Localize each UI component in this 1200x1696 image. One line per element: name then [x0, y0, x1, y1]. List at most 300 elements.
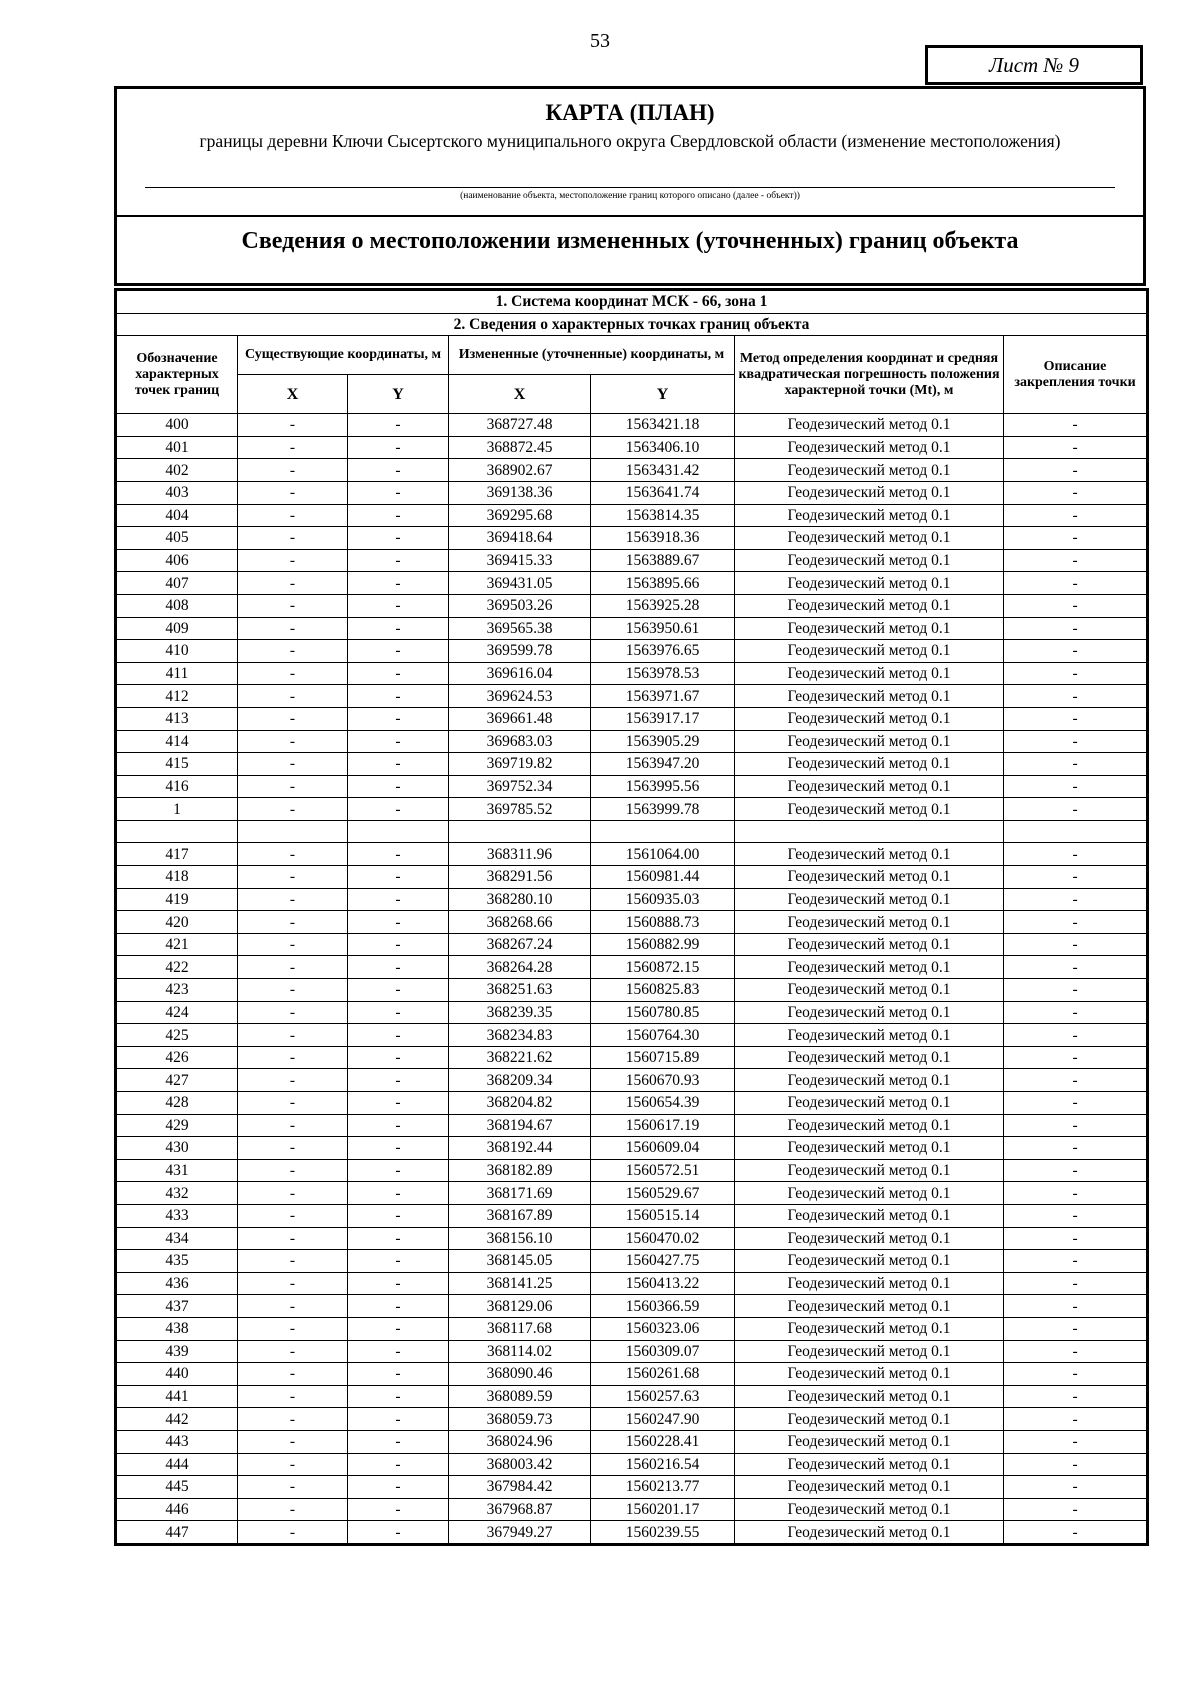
changed-y-cell: 1563641.74 — [591, 481, 735, 504]
method-cell: Геодезический метод 0.1 — [735, 1182, 1004, 1205]
fixation-description-cell: - — [1004, 1001, 1148, 1024]
fixation-description-cell: - — [1004, 1024, 1148, 1047]
table-row — [116, 504, 1148, 527]
existing-y-cell: - — [348, 1069, 449, 1092]
existing-y-cell: - — [348, 1227, 449, 1250]
point-number-cell: 415 — [116, 753, 238, 776]
method-cell: Геодезический метод 0.1 — [735, 459, 1004, 482]
method-cell: Геодезический метод 0.1 — [735, 1227, 1004, 1250]
fixation-description-cell: - — [1004, 662, 1148, 685]
changed-y-cell: 1563917.17 — [591, 707, 735, 730]
table-row — [116, 481, 1148, 504]
existing-x-cell: - — [238, 1476, 348, 1499]
method-cell: Геодезический метод 0.1 — [735, 1476, 1004, 1499]
changed-y-cell: 1563918.36 — [591, 527, 735, 550]
method-cell: Геодезический метод 0.1 — [735, 1114, 1004, 1137]
table-row — [116, 979, 1148, 1002]
changed-y-cell: 1560715.89 — [591, 1046, 735, 1069]
point-number-cell: 441 — [116, 1385, 238, 1408]
table-row — [116, 1363, 1148, 1386]
fixation-description-cell: - — [1004, 1521, 1148, 1545]
fixation-description-cell: - — [1004, 549, 1148, 572]
changed-x-cell: 369785.52 — [449, 798, 591, 821]
changed-x-cell: 368171.69 — [449, 1182, 591, 1205]
fixation-description-cell: - — [1004, 775, 1148, 798]
existing-x-cell: - — [238, 1363, 348, 1386]
method-cell: Геодезический метод 0.1 — [735, 1137, 1004, 1160]
point-number-cell: 417 — [116, 843, 238, 866]
changed-x-cell: 368239.35 — [449, 1001, 591, 1024]
changed-y-cell: 1560366.59 — [591, 1295, 735, 1318]
changed-x-cell: 369616.04 — [449, 662, 591, 685]
changed-x-cell: 368264.28 — [449, 956, 591, 979]
fixation-description-cell: - — [1004, 707, 1148, 730]
col-existing-y-header: Y — [348, 375, 449, 414]
changed-x-cell: 368291.56 — [449, 866, 591, 889]
changed-y-cell: 1560654.39 — [591, 1092, 735, 1115]
fixation-description-cell: - — [1004, 1295, 1148, 1318]
changed-y-cell — [591, 820, 735, 843]
method-cell: Геодезический метод 0.1 — [735, 956, 1004, 979]
changed-x-cell: 368059.73 — [449, 1408, 591, 1431]
existing-y-cell: - — [348, 730, 449, 753]
changed-x-cell: 368221.62 — [449, 1046, 591, 1069]
existing-y-cell: - — [348, 911, 449, 934]
section-title: Сведения о местоположении измененных (уточненных) границ объекта — [241, 228, 1019, 254]
changed-x-cell: 368156.10 — [449, 1227, 591, 1250]
point-number-cell: 420 — [116, 911, 238, 934]
existing-y-cell: - — [348, 1024, 449, 1047]
changed-x-cell: 368280.10 — [449, 888, 591, 911]
point-number-cell: 414 — [116, 730, 238, 753]
point-number-cell: 402 — [116, 459, 238, 482]
changed-y-cell: 1560261.68 — [591, 1363, 735, 1386]
changed-x-cell: 368727.48 — [449, 414, 591, 437]
changed-y-cell: 1563905.29 — [591, 730, 735, 753]
table-row — [116, 753, 1148, 776]
existing-y-cell: - — [348, 436, 449, 459]
point-number-cell: 413 — [116, 707, 238, 730]
fixation-description-cell: - — [1004, 527, 1148, 550]
col-existing-x-header: X — [238, 375, 348, 414]
changed-y-cell: 1560470.02 — [591, 1227, 735, 1250]
method-cell: Геодезический метод 0.1 — [735, 1046, 1004, 1069]
existing-x-cell: - — [238, 707, 348, 730]
changed-y-cell: 1563925.28 — [591, 594, 735, 617]
changed-y-cell: 1560609.04 — [591, 1137, 735, 1160]
coordinates-table — [114, 288, 1149, 1546]
changed-y-cell: 1563999.78 — [591, 798, 735, 821]
existing-y-cell: - — [348, 685, 449, 708]
object-name-caption: (наименование объекта, местоположение границ которого описано (далее - объект)) — [460, 191, 800, 201]
changed-y-cell: 1560882.99 — [591, 933, 735, 956]
fixation-description-cell: - — [1004, 798, 1148, 821]
changed-x-cell: 368117.68 — [449, 1317, 591, 1340]
changed-x-cell: 368268.66 — [449, 911, 591, 934]
method-cell: Геодезический метод 0.1 — [735, 1001, 1004, 1024]
point-number-cell: 401 — [116, 436, 238, 459]
fixation-description-cell: - — [1004, 1453, 1148, 1476]
table-row — [116, 1182, 1148, 1205]
table-row — [116, 1024, 1148, 1047]
changed-x-cell: 369415.33 — [449, 549, 591, 572]
table-row — [116, 1046, 1148, 1069]
existing-x-cell: - — [238, 1272, 348, 1295]
method-cell: Геодезический метод 0.1 — [735, 911, 1004, 934]
existing-x-cell: - — [238, 1408, 348, 1431]
changed-y-cell: 1560825.83 — [591, 979, 735, 1002]
fixation-description-cell: - — [1004, 1137, 1148, 1160]
existing-x-cell: - — [238, 504, 348, 527]
table-row — [116, 685, 1148, 708]
method-cell: Геодезический метод 0.1 — [735, 1430, 1004, 1453]
document-header — [114, 86, 1146, 286]
changed-x-cell: 368024.96 — [449, 1430, 591, 1453]
existing-y-cell: - — [348, 1385, 449, 1408]
changed-x-cell: 369418.64 — [449, 527, 591, 550]
table-row — [116, 1069, 1148, 1092]
existing-y-cell: - — [348, 594, 449, 617]
table-row — [116, 1114, 1148, 1137]
changed-x-cell: 368902.67 — [449, 459, 591, 482]
col-method-header: Метод определения координат и средняя квадратическая погрешность положения характерной точки (Mt), м — [735, 336, 1004, 414]
method-cell: Геодезический метод 0.1 — [735, 753, 1004, 776]
existing-y-cell: - — [348, 956, 449, 979]
point-number-cell: 400 — [116, 414, 238, 437]
fixation-description-cell: - — [1004, 572, 1148, 595]
point-number-cell: 435 — [116, 1250, 238, 1273]
table-row — [116, 843, 1148, 866]
existing-x-cell: - — [238, 572, 348, 595]
changed-x-cell: 368194.67 — [449, 1114, 591, 1137]
table-row — [116, 1317, 1148, 1340]
changed-y-cell: 1563971.67 — [591, 685, 735, 708]
existing-x-cell: - — [238, 549, 348, 572]
fixation-description-cell: - — [1004, 504, 1148, 527]
point-number-cell: 421 — [116, 933, 238, 956]
changed-y-cell: 1560201.17 — [591, 1498, 735, 1521]
changed-x-cell: 368311.96 — [449, 843, 591, 866]
changed-x-cell: 369624.53 — [449, 685, 591, 708]
method-cell: Геодезический метод 0.1 — [735, 1498, 1004, 1521]
fixation-description-cell: - — [1004, 956, 1148, 979]
changed-x-cell: 367949.27 — [449, 1521, 591, 1545]
point-number-cell: 440 — [116, 1363, 238, 1386]
existing-y-cell: - — [348, 1498, 449, 1521]
changed-y-cell: 1560764.30 — [591, 1024, 735, 1047]
table-row — [116, 933, 1148, 956]
point-number-cell: 429 — [116, 1114, 238, 1137]
fixation-description-cell: - — [1004, 979, 1148, 1002]
point-number-cell: 423 — [116, 979, 238, 1002]
fixation-description-cell: - — [1004, 1498, 1148, 1521]
changed-x-cell: 368182.89 — [449, 1159, 591, 1182]
table-row — [116, 798, 1148, 821]
changed-y-cell: 1560872.15 — [591, 956, 735, 979]
fixation-description-cell: - — [1004, 1250, 1148, 1273]
table-row — [116, 1204, 1148, 1227]
method-cell: Геодезический метод 0.1 — [735, 1340, 1004, 1363]
fixation-description-cell: - — [1004, 1204, 1148, 1227]
existing-x-cell: - — [238, 866, 348, 889]
existing-y-cell: - — [348, 1001, 449, 1024]
table-row — [116, 1001, 1148, 1024]
table-row — [116, 1408, 1148, 1431]
fixation-description-cell: - — [1004, 1430, 1148, 1453]
existing-x-cell: - — [238, 888, 348, 911]
changed-y-cell: 1563431.42 — [591, 459, 735, 482]
existing-x-cell: - — [238, 436, 348, 459]
method-cell: Геодезический метод 0.1 — [735, 640, 1004, 663]
existing-x-cell: - — [238, 414, 348, 437]
existing-y-cell: - — [348, 640, 449, 663]
method-cell: Геодезический метод 0.1 — [735, 527, 1004, 550]
table-row — [116, 1137, 1148, 1160]
point-number-cell: 422 — [116, 956, 238, 979]
changed-x-cell: 368204.82 — [449, 1092, 591, 1115]
existing-x-cell: - — [238, 1182, 348, 1205]
changed-y-cell: 1563947.20 — [591, 753, 735, 776]
changed-y-cell: 1560935.03 — [591, 888, 735, 911]
point-number-cell: 425 — [116, 1024, 238, 1047]
changed-y-cell: 1563889.67 — [591, 549, 735, 572]
table-row — [116, 1498, 1148, 1521]
changed-y-cell: 1560413.22 — [591, 1272, 735, 1295]
method-cell: Геодезический метод 0.1 — [735, 798, 1004, 821]
sheet-number-box — [925, 45, 1143, 85]
table-row — [116, 1227, 1148, 1250]
fixation-description-cell: - — [1004, 459, 1148, 482]
fixation-description-cell: - — [1004, 481, 1148, 504]
existing-y-cell: - — [348, 481, 449, 504]
point-number-cell: 445 — [116, 1476, 238, 1499]
existing-y-cell: - — [348, 1182, 449, 1205]
changed-x-cell: 368141.25 — [449, 1272, 591, 1295]
changed-y-cell: 1560323.06 — [591, 1317, 735, 1340]
existing-y-cell: - — [348, 888, 449, 911]
fixation-description-cell: - — [1004, 1272, 1148, 1295]
point-number-cell: 447 — [116, 1521, 238, 1545]
existing-y-cell: - — [348, 1476, 449, 1499]
existing-x-cell: - — [238, 1114, 348, 1137]
fixation-description-cell: - — [1004, 414, 1148, 437]
existing-y-cell: - — [348, 662, 449, 685]
fixation-description-cell: - — [1004, 1069, 1148, 1092]
underline-divider — [145, 187, 1115, 188]
changed-y-cell: 1560617.19 — [591, 1114, 735, 1137]
table-row — [116, 662, 1148, 685]
changed-x-cell: 368167.89 — [449, 1204, 591, 1227]
fixation-description-cell: - — [1004, 1159, 1148, 1182]
table-row — [116, 820, 1148, 843]
changed-x-cell: 368090.46 — [449, 1363, 591, 1386]
existing-y-cell: - — [348, 933, 449, 956]
existing-x-cell: - — [238, 594, 348, 617]
changed-y-cell: 1560780.85 — [591, 1001, 735, 1024]
fixation-description-cell: - — [1004, 1363, 1148, 1386]
existing-x-cell: - — [238, 1069, 348, 1092]
method-cell: Геодезический метод 0.1 — [735, 888, 1004, 911]
method-cell: Геодезический метод 0.1 — [735, 1250, 1004, 1273]
existing-y-cell: - — [348, 775, 449, 798]
fixation-description-cell: - — [1004, 685, 1148, 708]
point-number-cell: 443 — [116, 1430, 238, 1453]
col-existing-header: Существующие координаты, м — [238, 336, 449, 375]
fixation-description-cell: - — [1004, 753, 1148, 776]
existing-x-cell: - — [238, 481, 348, 504]
fixation-description-cell: - — [1004, 933, 1148, 956]
point-number-cell: 403 — [116, 481, 238, 504]
changed-y-cell: 1560239.55 — [591, 1521, 735, 1545]
changed-x-cell: 368089.59 — [449, 1385, 591, 1408]
existing-x-cell: - — [238, 1317, 348, 1340]
existing-y-cell: - — [348, 1250, 449, 1273]
changed-x-cell: 369752.34 — [449, 775, 591, 798]
changed-x-cell: 369565.38 — [449, 617, 591, 640]
object-title-section — [117, 89, 1143, 217]
existing-x-cell: - — [238, 843, 348, 866]
existing-x-cell: - — [238, 1430, 348, 1453]
method-cell: Геодезический метод 0.1 — [735, 1317, 1004, 1340]
changed-y-cell: 1560213.77 — [591, 1476, 735, 1499]
method-cell: Геодезический метод 0.1 — [735, 1363, 1004, 1386]
changed-y-cell: 1560888.73 — [591, 911, 735, 934]
method-cell: Геодезический метод 0.1 — [735, 549, 1004, 572]
point-number-cell: 444 — [116, 1453, 238, 1476]
existing-x-cell: - — [238, 617, 348, 640]
existing-y-cell: - — [348, 1408, 449, 1431]
table-row — [116, 594, 1148, 617]
changed-x-cell: 368003.42 — [449, 1453, 591, 1476]
fixation-description-cell — [1004, 820, 1148, 843]
fixation-description-cell: - — [1004, 911, 1148, 934]
table-row — [116, 1340, 1148, 1363]
changed-y-cell: 1561064.00 — [591, 843, 735, 866]
existing-x-cell: - — [238, 775, 348, 798]
changed-x-cell: 368209.34 — [449, 1069, 591, 1092]
fixation-description-cell: - — [1004, 843, 1148, 866]
point-number-cell: 416 — [116, 775, 238, 798]
table-row — [116, 1295, 1148, 1318]
point-number-cell: 428 — [116, 1092, 238, 1115]
table-row — [116, 414, 1148, 437]
col-changed-x-header: X — [449, 375, 591, 414]
fixation-description-cell: - — [1004, 1092, 1148, 1115]
map-title: КАРТА (ПЛАН) — [545, 100, 715, 125]
table-row — [116, 1159, 1148, 1182]
fixation-description-cell: - — [1004, 640, 1148, 663]
point-number-cell: 446 — [116, 1498, 238, 1521]
table-row — [116, 572, 1148, 595]
point-number-cell: 418 — [116, 866, 238, 889]
method-cell: Геодезический метод 0.1 — [735, 979, 1004, 1002]
point-number-cell: 411 — [116, 662, 238, 685]
point-number-cell: 434 — [116, 1227, 238, 1250]
existing-y-cell: - — [348, 753, 449, 776]
existing-y-cell: - — [348, 1114, 449, 1137]
existing-x-cell: - — [238, 1137, 348, 1160]
existing-y-cell: - — [348, 504, 449, 527]
changed-y-cell: 1560427.75 — [591, 1250, 735, 1273]
point-number-cell: 407 — [116, 572, 238, 595]
table-row — [116, 436, 1148, 459]
existing-y-cell: - — [348, 843, 449, 866]
fixation-description-cell: - — [1004, 1114, 1148, 1137]
point-number-cell: 412 — [116, 685, 238, 708]
method-cell: Геодезический метод 0.1 — [735, 1521, 1004, 1545]
col-description-header: Описание закрепления точки — [1004, 336, 1148, 414]
changed-x-cell: 369503.26 — [449, 594, 591, 617]
method-cell: Геодезический метод 0.1 — [735, 504, 1004, 527]
table-row — [116, 1092, 1148, 1115]
method-cell: Геодезический метод 0.1 — [735, 481, 1004, 504]
method-cell: Геодезический метод 0.1 — [735, 1204, 1004, 1227]
method-cell: Геодезический метод 0.1 — [735, 662, 1004, 685]
changed-x-cell: 368129.06 — [449, 1295, 591, 1318]
changed-y-cell: 1560981.44 — [591, 866, 735, 889]
method-cell: Геодезический метод 0.1 — [735, 1272, 1004, 1295]
point-number-cell: 405 — [116, 527, 238, 550]
existing-y-cell: - — [348, 617, 449, 640]
point-number-cell: 424 — [116, 1001, 238, 1024]
table-row — [116, 1521, 1148, 1545]
existing-x-cell: - — [238, 1024, 348, 1047]
changed-y-cell: 1560228.41 — [591, 1430, 735, 1453]
table-row — [116, 1476, 1148, 1499]
existing-x-cell: - — [238, 1453, 348, 1476]
table-row — [116, 888, 1148, 911]
changed-y-cell: 1563406.10 — [591, 436, 735, 459]
existing-y-cell: - — [348, 1159, 449, 1182]
existing-y-cell: - — [348, 572, 449, 595]
fixation-description-cell: - — [1004, 617, 1148, 640]
method-cell: Геодезический метод 0.1 — [735, 707, 1004, 730]
existing-y-cell: - — [348, 798, 449, 821]
method-cell: Геодезический метод 0.1 — [735, 866, 1004, 889]
existing-x-cell: - — [238, 911, 348, 934]
changed-y-cell: 1560216.54 — [591, 1453, 735, 1476]
changed-y-cell: 1563995.56 — [591, 775, 735, 798]
fixation-description-cell: - — [1004, 866, 1148, 889]
table-row — [116, 1385, 1148, 1408]
fixation-description-cell: - — [1004, 1182, 1148, 1205]
changed-y-cell: 1560529.67 — [591, 1182, 735, 1205]
point-number-cell: 432 — [116, 1182, 238, 1205]
existing-y-cell — [348, 820, 449, 843]
fixation-description-cell: - — [1004, 730, 1148, 753]
existing-y-cell: - — [348, 1272, 449, 1295]
changed-y-cell: 1560670.93 — [591, 1069, 735, 1092]
method-cell: Геодезический метод 0.1 — [735, 933, 1004, 956]
existing-y-cell: - — [348, 414, 449, 437]
changed-y-cell: 1563814.35 — [591, 504, 735, 527]
method-cell: Геодезический метод 0.1 — [735, 1408, 1004, 1431]
point-number-cell: 431 — [116, 1159, 238, 1182]
changed-x-cell: 369683.03 — [449, 730, 591, 753]
table-row — [116, 527, 1148, 550]
method-cell — [735, 820, 1004, 843]
existing-x-cell: - — [238, 685, 348, 708]
changed-x-cell: 368872.45 — [449, 436, 591, 459]
existing-x-cell: - — [238, 527, 348, 550]
existing-y-cell: - — [348, 1521, 449, 1545]
existing-x-cell: - — [238, 1521, 348, 1545]
table-row — [116, 1272, 1148, 1295]
page-number: 53 — [590, 30, 610, 52]
existing-y-cell: - — [348, 1317, 449, 1340]
table-body — [116, 414, 1148, 1545]
changed-x-cell: 369599.78 — [449, 640, 591, 663]
